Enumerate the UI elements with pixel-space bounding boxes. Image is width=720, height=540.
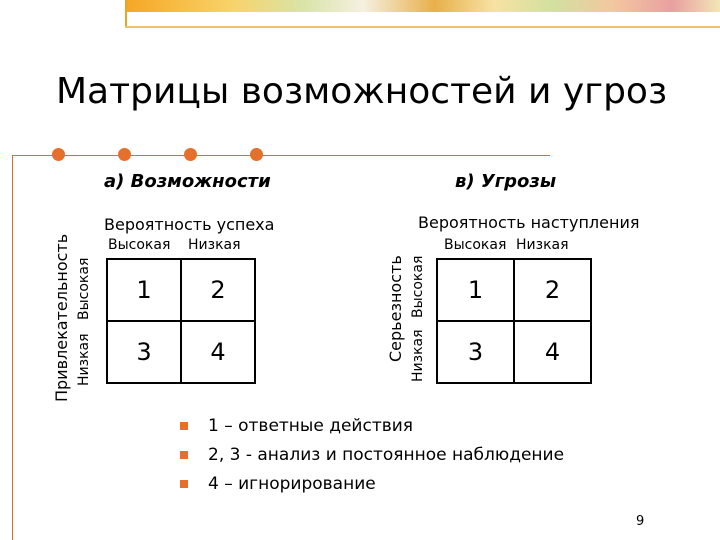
opportunities-x-high: Высокая [108,237,171,253]
opportunities-y-high: Высокая [76,257,92,320]
decorative-banner [125,0,720,12]
opportunities-x-axis-title: Вероятность успеха [104,215,275,234]
opportunities-label: а) Возможности [104,171,271,192]
threats-x-low: Низкая [516,237,569,253]
accent-dot [52,148,65,161]
divider-vertical [12,155,13,540]
matrix-cell: 4 [181,321,255,383]
threats-x-high: Высокая [444,237,507,253]
matrix-cell: 4 [514,321,591,383]
accent-dot [184,148,197,161]
matrix-cell: 1 [107,259,181,321]
slide-title: Матрицы возможностей и угроз [56,71,668,112]
opportunities-y-low: Низкая [76,333,92,386]
threats-y-axis-title: Серьезность [386,255,405,362]
accent-dot [118,148,131,161]
list-item [180,470,564,499]
matrix-cell: 1 [437,259,514,321]
threats-matrix [436,258,592,384]
accent-dot [250,148,263,161]
page-number: 9 [636,514,645,529]
opportunities-y-axis-title: Привлекательность [52,233,71,402]
threats-y-high: Высокая [410,255,426,318]
bullet-icon [180,422,188,430]
matrix-cell: 2 [514,259,591,321]
list-item [180,412,564,441]
banner-edge [125,0,127,28]
legend-list [180,412,564,499]
legend-text: 4 – игнорирование [208,474,376,494]
threats-label: в) Угрозы [455,171,557,192]
divider-horizontal [12,155,550,156]
matrix-cell: 3 [107,321,181,383]
threats-x-axis-title: Вероятность наступления [418,213,640,232]
legend-text: 1 – ответные действия [208,416,414,436]
opportunities-matrix [106,258,256,384]
list-item [180,441,564,470]
opportunities-x-low: Низкая [188,237,241,253]
matrix-cell: 2 [181,259,255,321]
threats-y-low: Низкая [410,329,426,382]
bullet-icon [180,480,188,488]
matrix-cell: 3 [437,321,514,383]
banner-bottom-line [125,26,720,28]
legend-text: 2, 3 - анализ и постоянное наблюдение [208,445,565,465]
bullet-icon [180,451,188,459]
